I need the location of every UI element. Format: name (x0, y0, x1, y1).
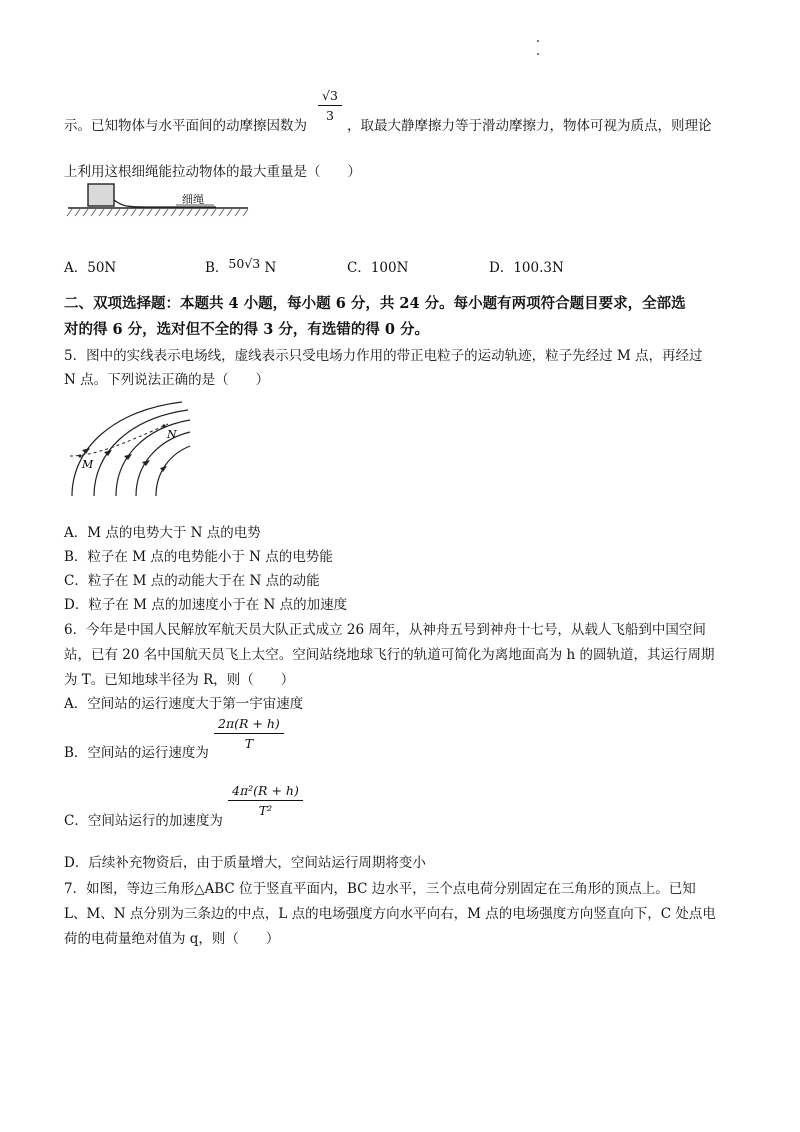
q4-mu-fraction: $\frac{√3}{3}$ (318, 88, 342, 123)
q4-option-b: B．50√3 N (205, 256, 277, 276)
q4-option-c: C．100N (347, 260, 409, 276)
page-mark-dot (537, 40, 539, 42)
q5-option-c: C．粒子在 M 点的动能大于在 N 点的动能 (64, 573, 320, 589)
q6-option-c: C．空间站运行的加速度为 (64, 813, 223, 829)
q5-option-d: D．粒子在 M 点的加速度小于在 N 点的加速度 (64, 597, 348, 613)
section-2-header-line-1: 二、双项选择题：本题共 4 小题，每小题 6 分，共 24 分。每小题有两项符合题目要求，全部选 (64, 295, 686, 312)
q7-line-1: 7．如图，等边三角形△ABC 位于竖直平面内，BC 边水平，三个点电荷分别固定在三角形的顶点上。已知 (64, 881, 696, 897)
q4-rope-label: 细绳 (182, 193, 204, 206)
point-n (162, 424, 165, 427)
q6-line-2: 站，已有 20 名中国航天员飞上太空。空间站绕地球飞行的轨道可简化为离地面高为 h 的圆轨道，其运行周期 (64, 647, 715, 663)
q6-option-b-fraction: $\frac{2\pi(R + h)}{T}$ (214, 716, 284, 751)
ground-hatching (67, 209, 248, 216)
label-n: N (167, 428, 177, 441)
q6-option-c-fraction: $\frac{\text{4π²(R + h)}}{\text{T²}}$ (228, 783, 303, 818)
q7-line-2: L、M、N 点分别为三条边的中点，L 点的电场强度方向水平向右，M 点的电场强度方向竖直向下，C 处点电 (64, 906, 716, 922)
q5-line-2: N 点。下列说法正确的是（ ） (64, 372, 270, 388)
q7-line-3: 荷的电荷量绝对值为 q，则（ ） (64, 931, 280, 947)
q6-option-d: D．后续补充物资后，由于质量增大，空间站运行周期将变小 (64, 855, 426, 871)
page-mark-dot (537, 53, 539, 55)
q6-line-3: 为 T。已知地球半径为 R，则（ ） (64, 672, 295, 688)
block (88, 184, 114, 206)
q5-option-a: A．M 点的电势大于 N 点的电势 (64, 525, 261, 541)
section-2-header-line-2: 对的得 6 分，选对但不全的得 3 分，有选错的得 0 分。 (64, 321, 430, 338)
q6-option-a: A．空间站的运行速度大于第一宇宙速度 (64, 696, 304, 712)
q6-line-1: 6．今年是中国人民解放军航天员大队正式成立 26 周年，从神舟五号到神舟十七号，从载人飞船到中国空间 (64, 622, 706, 638)
field-lines (72, 402, 190, 496)
q4-line-1: 示。已知物体与水平面间的动摩擦因数为 ，取最大静摩擦力等于滑动摩擦力，物体可视为质点，则理论 (64, 118, 712, 134)
label-m: M (82, 458, 94, 471)
q5-line-1: 5．图中的实线表示电场线，虚线表示只受电场力作用的带正电粒子的运动轨迹，粒子先经过 M 点，再经过 (64, 348, 703, 364)
q4-option-a: A．50N (64, 260, 117, 276)
q4-block-rope-figure (66, 180, 256, 228)
q4-line-2: 上利用这根细绳能拉动物体的最大重量是（ ） (64, 164, 361, 180)
q6-option-b: B．空间站的运行速度为 (64, 745, 209, 761)
q4-option-d: D．100.3N (489, 260, 564, 276)
q5-field-lines-figure (64, 388, 194, 500)
q5-option-b: B．粒子在 M 点的电势能小于 N 点的电势能 (64, 549, 333, 565)
